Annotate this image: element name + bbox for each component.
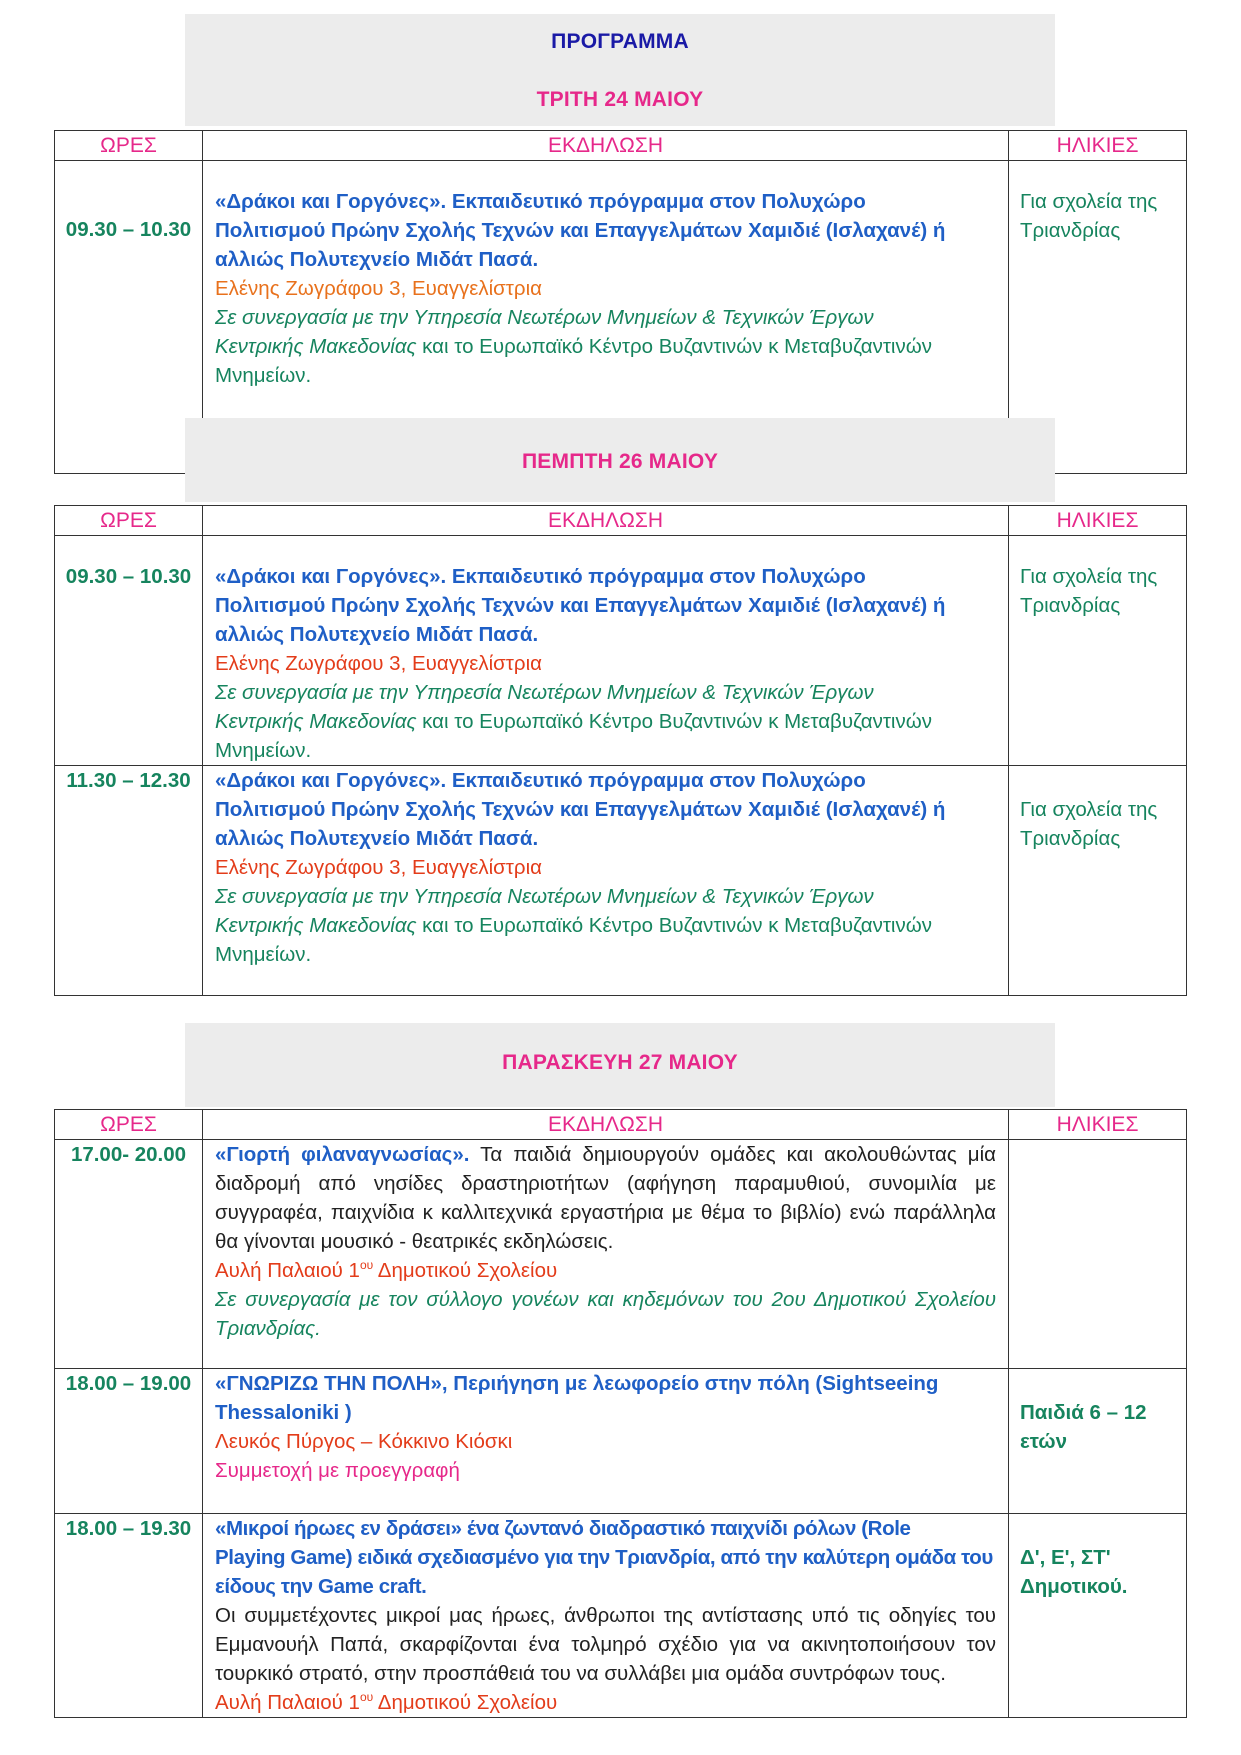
schedule-table-friday xyxy=(54,1109,1187,1718)
event-title: Playing Game) ειδικά σχεδιασμένο για την Τριανδρία, από την καλύτερη ομάδα του xyxy=(215,1546,993,1569)
event-collab: και το Ευρωπαϊκό Κέντρο Βυζαντινών κ Μεταβυζαντινών xyxy=(416,914,932,937)
event-time-text: 09.30 – 10.30 xyxy=(65,565,192,588)
event-desc: Τα παιδιά δημιουργούν ομάδες και ακολουθώντας μία διαδρομή από νησίδες δραστηριοτήτων (αφήγηση παραμυθιού, συνομιλία με συγγραφέα, παιχνίδια κ καλλιτεχνικά εργαστήρια με θέμα το βιβλίο) ενώ παράλληλα θα γίνονται μουσικό - θεατρικές εκδηλώσεις. xyxy=(215,1143,996,1253)
event-time-text: 09.30 – 10.30 xyxy=(65,218,192,241)
event-location xyxy=(215,1688,996,1717)
event-title: «ΓΝΩΡΙΖΩ ΤΗΝ ΠΟΛΗ», Περιήγηση με λεωφορείο στην πόλη (Sightseeing xyxy=(215,1372,939,1395)
event-desc: Οι συμμετέχοντες μικροί μας ήρωες, άνθρωποι της αντίστασης υπό τις οδηγίες του Εμμανουήλ Παπά, σκαρφίζονται ένα τολμηρό σχέδιο για να ακινητοποιήσουν τον τουρκικό στρατό, στην προσπάθειά του να συλλάβει μια ομάδα συντρόφων τους. xyxy=(215,1604,996,1685)
header-event: ΕΚΔΗΛΩΣΗ xyxy=(203,131,1009,161)
event-title: Πολιτισμού Πρώην Σχολής Τεχνών και Επαγγελμάτων Χαμιδιέ (Ισλαχανέ) ή xyxy=(215,219,946,242)
event-title: Πολιτισμού Πρώην Σχολής Τεχνών και Επαγγελμάτων Χαμιδιέ (Ισλαχανέ) ή xyxy=(215,594,946,617)
event-ages xyxy=(1009,766,1187,996)
event-collab: Κεντρικής Μακεδονίας xyxy=(215,914,417,937)
event-collab: Κεντρικής Μακεδονίας xyxy=(215,710,417,733)
header-time: ΩΡΕΣ xyxy=(55,1110,203,1140)
event-collab: Σε συνεργασία με τον σύλλογο γονέων και κηδεμόνων του 2ου Δημοτικού Σχολείου Τριανδρίας. xyxy=(215,1288,996,1340)
location-text: Αυλή Παλαιού 1 xyxy=(215,1691,360,1714)
table-row xyxy=(55,1140,1187,1369)
event-ages-text: Δ', Ε', ΣΤ' xyxy=(1020,1546,1111,1569)
event-time xyxy=(55,161,203,474)
event-collab: Σε συνεργασία με την Υπηρεσία Νεωτέρων Μνημείων & Τεχνικών Έργων xyxy=(215,306,874,329)
event-time-text: 17.00- 20.00 xyxy=(70,1143,187,1166)
event-location: Ελένης Ζωγράφου 3, Ευαγγελίστρια xyxy=(215,277,542,300)
event-collab: Μνημείων. xyxy=(215,943,312,966)
event-location: Ελένης Ζωγράφου 3, Ευαγγελίστρια xyxy=(215,652,542,675)
event-collab: Σε συνεργασία με την Υπηρεσία Νεωτέρων Μνημείων & Τεχνικών Έργων xyxy=(215,681,874,704)
event-collab: Σε συνεργασία με την Υπηρεσία Νεωτέρων Μνημείων & Τεχνικών Έργων xyxy=(215,885,874,908)
header-time: ΩΡΕΣ xyxy=(55,506,203,536)
header-ages: ΗΛΙΚΙΕΣ xyxy=(1009,506,1187,536)
program-title: ΠΡΟΓΡΑΜΜΑ xyxy=(551,30,689,53)
header-ages: ΗΛΙΚΙΕΣ xyxy=(1009,131,1187,161)
header-event: ΕΚΔΗΛΩΣΗ xyxy=(203,1110,1009,1140)
event-description xyxy=(203,1514,1009,1718)
event-time xyxy=(55,1514,203,1718)
event-description xyxy=(203,536,1009,766)
table-row xyxy=(55,1369,1187,1514)
event-ages xyxy=(1009,536,1187,766)
event-note: Συμμετοχή με προεγγραφή xyxy=(215,1459,460,1482)
event-time-text: 18.00 – 19.30 xyxy=(65,1517,192,1540)
header-time: ΩΡΕΣ xyxy=(55,131,203,161)
event-time xyxy=(55,1140,203,1369)
table-header-row xyxy=(55,131,1187,161)
schedule-table-thursday xyxy=(54,505,1187,996)
event-description xyxy=(203,766,1009,996)
header-event: ΕΚΔΗΛΩΣΗ xyxy=(203,506,1009,536)
event-title: είδους την Game craft. xyxy=(215,1575,427,1598)
event-ages-text: Για σχολεία της xyxy=(1020,565,1158,588)
event-ages-text: Δημοτικού. xyxy=(1020,1575,1128,1598)
event-title: «Δράκοι και Γοργόνες». Εκπαιδευτικό πρόγραμμα στον Πολυχώρο xyxy=(215,190,866,213)
event-description xyxy=(203,1369,1009,1514)
event-ages-text: Για σχολεία της xyxy=(1020,190,1158,213)
location-text: Δημοτικού Σχολείου xyxy=(373,1259,558,1282)
location-text: Δημοτικού Σχολείου xyxy=(373,1691,558,1714)
event-location: Λευκός Πύργος – Κόκκινο Κιόσκι xyxy=(215,1430,513,1453)
event-title: «Δράκοι και Γοργόνες». Εκπαιδευτικό πρόγραμμα στον Πολυχώρο xyxy=(215,565,866,588)
event-title: αλλιώς Πολυτεχνείο Μιδάτ Πασά. xyxy=(215,248,539,271)
event-collab: Μνημείων. xyxy=(215,364,312,387)
table-row xyxy=(55,1514,1187,1718)
event-time xyxy=(55,536,203,766)
location-sup: ου xyxy=(359,1690,374,1705)
location-text: Αυλή Παλαιού 1 xyxy=(215,1259,360,1282)
event-time xyxy=(55,1369,203,1514)
event-title: «Γιορτή φιλαναγνωσίας». xyxy=(215,1143,470,1166)
event-time-text: 11.30 – 12.30 xyxy=(66,769,191,792)
event-location xyxy=(215,1256,996,1285)
day-band-tuesday xyxy=(185,14,1055,126)
event-collab: και το Ευρωπαϊκό Κέντρο Βυζαντινών κ Μεταβυζαντινών xyxy=(416,335,932,358)
event-ages xyxy=(1009,1369,1187,1514)
day-band-thursday xyxy=(185,418,1055,502)
event-time-text: 18.00 – 19.00 xyxy=(65,1372,192,1395)
event-title: «Μικροί ήρωες εν δράσει» ένα ζωντανό διαδραστικό παιχνίδι ρόλων (Role xyxy=(215,1517,911,1540)
day-label-friday: ΠΑΡΑΣΚΕΥΗ 27 ΜΑΙΟΥ xyxy=(502,1051,738,1074)
event-ages-text: Τριανδρίας xyxy=(1020,827,1121,850)
table-header-row xyxy=(55,506,1187,536)
event-title: Thessaloniki ) xyxy=(215,1401,352,1424)
event-ages-text: Τριανδρίας xyxy=(1020,219,1121,242)
table-row xyxy=(55,536,1187,766)
event-title: Πολιτισμού Πρώην Σχολής Τεχνών και Επαγγελμάτων Χαμιδιέ (Ισλαχανέ) ή xyxy=(215,798,946,821)
event-title: αλλιώς Πολυτεχνείο Μιδάτ Πασά. xyxy=(215,623,539,646)
header-ages: ΗΛΙΚΙΕΣ xyxy=(1009,1110,1187,1140)
day-band-friday xyxy=(185,1023,1055,1107)
day-label-thursday: ΠΕΜΠΤΗ 26 ΜΑΙΟΥ xyxy=(521,450,719,473)
event-collab: Μνημείων. xyxy=(215,739,312,762)
event-collab: Κεντρικής Μακεδονίας xyxy=(215,335,417,358)
table-row xyxy=(55,766,1187,996)
event-ages-text: Παιδιά 6 – 12 ετών xyxy=(1020,1401,1147,1453)
day-label-tuesday: ΤΡΙΤΗ 24 ΜΑΙΟΥ xyxy=(536,88,704,111)
event-description xyxy=(203,1140,1009,1369)
event-title: αλλιώς Πολυτεχνείο Μιδάτ Πασά. xyxy=(215,827,539,850)
location-sup: ου xyxy=(359,1258,374,1273)
event-ages-text: Τριανδρίας xyxy=(1020,594,1121,617)
event-collab: και το Ευρωπαϊκό Κέντρο Βυζαντινών κ Μεταβυζαντινών xyxy=(416,710,932,733)
event-ages-text: Για σχολεία της xyxy=(1020,798,1158,821)
event-ages xyxy=(1009,1514,1187,1718)
event-time xyxy=(55,766,203,996)
event-ages-empty xyxy=(1009,1140,1187,1369)
event-location: Ελένης Ζωγράφου 3, Ευαγγελίστρια xyxy=(215,856,542,879)
event-title: «Δράκοι και Γοργόνες». Εκπαιδευτικό πρόγραμμα στον Πολυχώρο xyxy=(215,769,866,792)
table-header-row xyxy=(55,1110,1187,1140)
